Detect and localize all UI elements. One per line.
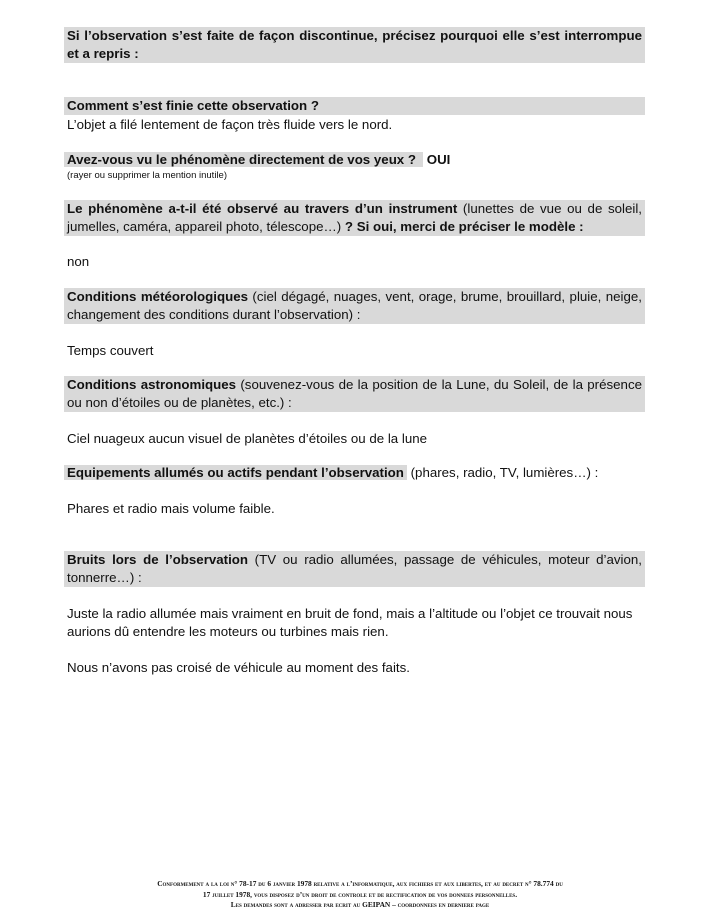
question-noise (64, 551, 645, 587)
question-text-bold: Equipements allumés ou actifs pendant l’observation (67, 465, 404, 480)
question-end (64, 97, 645, 115)
question-astronomy (64, 376, 645, 412)
question-weather (64, 288, 645, 324)
question-discontinuous (64, 27, 645, 63)
question-text-bold-2: ? Si oui, merci de préciser le modèle : (341, 219, 584, 234)
answer-weather: Temps couvert (67, 343, 154, 358)
question-text-bold: Conditions astronomiques (67, 377, 237, 392)
footer-line-3: Les demandes sont a adresser par ecrit au GEIPAN – coordonnees en derniere page (230, 900, 490, 909)
question-highlight (64, 152, 423, 167)
answer-noise-line1: Juste la radio allumée mais vraiment en bruit de fond, mais a l’altitude ou l’objet ce trouvait nous (67, 606, 633, 621)
question-seen-directly (64, 151, 450, 169)
question-text-normal: (ciel dégagé, nuages, vent, orage, brume, brouillard, pluie, neige, changement des conditions durant l’observation) : (67, 289, 642, 322)
answer-equipment: Phares et radio mais volume faible. (67, 501, 275, 516)
question-text-normal: (TV ou radio allumées, passage de véhicules, moteur d’avion, tonnerre…) : (67, 552, 642, 585)
answer-end: L’objet a filé lentement de façon très fluide vers le nord. (67, 117, 393, 132)
question-text: Avez-vous vu le phénomène directement de vos yeux ? (67, 152, 417, 167)
question-text-bold: Bruits lors de l’observation (67, 552, 249, 567)
question-text: Si l’observation s’est faite de façon discontinue, précisez pourquoi elle s’est interrompue et a repris : (67, 28, 642, 61)
question-text-normal: (souvenez-vous de la position de la Lune, du Soleil, de la présence ou non d’étoiles ou de planètes, etc.) : (67, 377, 642, 410)
footer-line-2: 17 juillet 1978, vous disposez d’un droit de controle et de rectification de vos donnees personnelles. (202, 889, 518, 899)
answer-instrument: non (67, 254, 90, 269)
question-text-normal: (phares, radio, TV, lumières…) : (406, 465, 599, 480)
answer-noise-line2: aurions dû entendre les moteurs ou turbines mais rien. (67, 624, 389, 639)
answer-noise-line3: Nous n’avons pas croisé de véhicule au moment des faits. (67, 660, 410, 675)
question-instrument (64, 200, 645, 236)
question-equipment (64, 464, 598, 482)
footer-line-1: Conformement a la loi n° 78-17 du 6 janvier 1978 relative a l’informatique, aux fichiers et aux libertes, et au decret n° 78.774 du (157, 879, 563, 888)
answer-inline: OUI (426, 152, 451, 167)
question-highlight (64, 465, 407, 480)
instruction-note: (rayer ou supprimer la mention inutile) (67, 170, 227, 181)
question-text-bold: Conditions météorologiques (67, 289, 248, 304)
legal-footer (80, 879, 640, 911)
answer-astronomy: Ciel nuageux aucun visuel de planètes d’étoiles ou de la lune (67, 431, 428, 446)
question-text-normal: (lunettes de vue ou de soleil, jumelles, caméra, appareil photo, télescope…) (67, 201, 642, 234)
question-text-bold: Le phénomène a-t-il été observé au travers d’un instrument (67, 201, 458, 216)
question-text: Comment s’est finie cette observation ? (67, 98, 319, 113)
